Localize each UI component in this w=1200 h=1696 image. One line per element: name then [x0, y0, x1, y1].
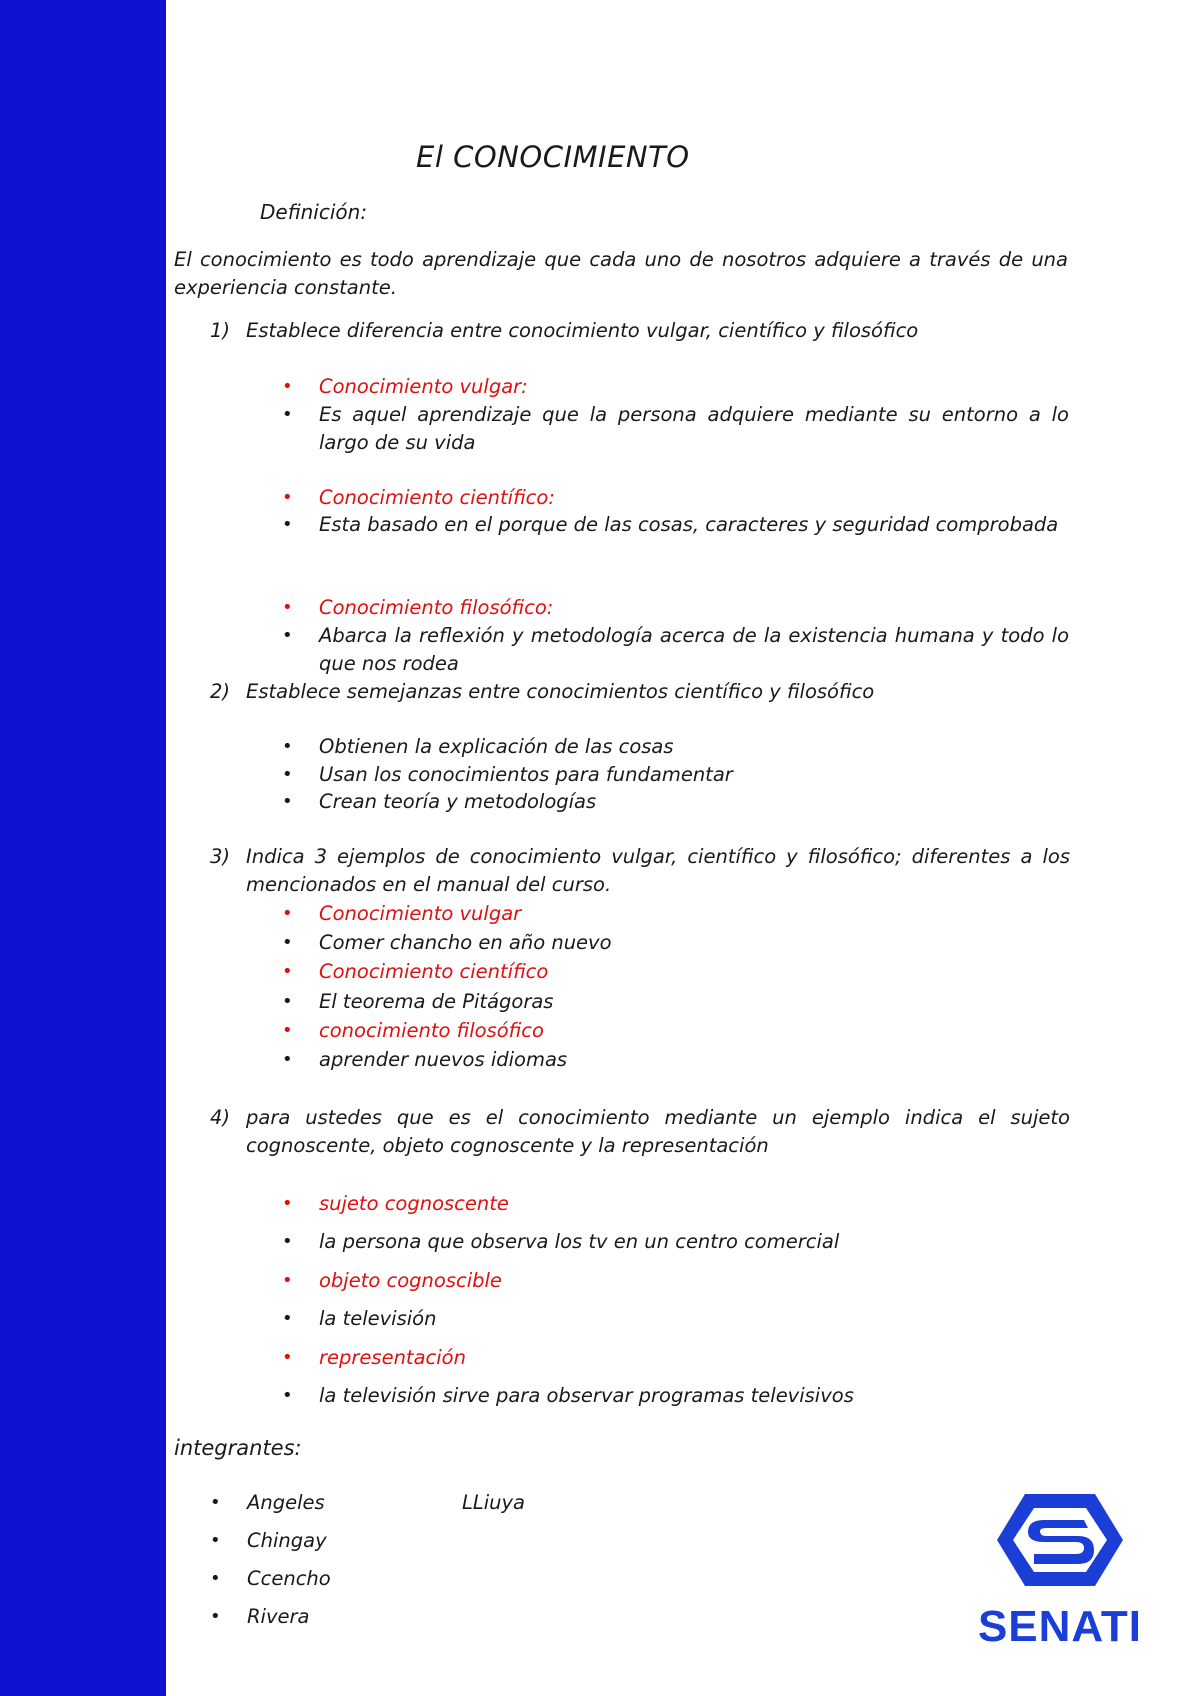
- bullet-icon: •: [210, 1530, 221, 1551]
- question-2: [210, 678, 1070, 706]
- bullet-icon: •: [282, 736, 293, 757]
- question-1: [210, 317, 1070, 345]
- question-number: 3): [210, 845, 231, 868]
- bullet-icon: •: [282, 791, 293, 812]
- page-title: El CONOCIMIENTO: [416, 140, 690, 174]
- bullet-icon: •: [282, 514, 293, 535]
- bullet-icon: •: [210, 1492, 221, 1513]
- bullet-icon: •: [282, 991, 293, 1012]
- bullet-icon: •: [210, 1568, 221, 1589]
- bullet-icon: •: [282, 597, 293, 618]
- bullet-icon: •: [282, 1049, 293, 1070]
- question-number: 1): [210, 319, 231, 342]
- senati-logo: [960, 1480, 1160, 1656]
- bullet-icon: •: [282, 961, 293, 982]
- senati-wordmark: SENATI: [977, 1602, 1143, 1651]
- bullet-icon: •: [282, 487, 293, 508]
- bullet-icon: •: [282, 1020, 293, 1041]
- question-3: [210, 843, 1070, 899]
- bullet-icon: •: [282, 376, 293, 397]
- bullet-icon: •: [282, 404, 293, 425]
- definition-heading: Definición:: [260, 200, 368, 224]
- question-text: Establece semejanzas entre conocimientos científico y filosófico: [246, 680, 875, 703]
- bullet-icon: •: [282, 903, 293, 924]
- bullet-icon: •: [282, 1347, 293, 1368]
- bullet-icon: •: [282, 625, 293, 646]
- definition-text: El conocimiento es todo aprendizaje que cada uno de nosotros adquiere a través de una experiencia constante.: [174, 248, 1068, 299]
- bullet-icon: •: [282, 1231, 293, 1252]
- senati-emblem-icon: [960, 1480, 1160, 1600]
- question-text: Indica 3 ejemplos de conocimiento vulgar, científico y filosófico; diferentes a los mencionados en el manual del curso.: [246, 845, 1070, 896]
- bullet-icon: •: [282, 932, 293, 953]
- bullet-icon: •: [210, 1606, 221, 1627]
- question-4: [210, 1104, 1070, 1160]
- bullet-icon: •: [282, 1270, 293, 1291]
- members-label: integrantes:: [174, 1436, 302, 1460]
- question-number: 4): [210, 1106, 231, 1129]
- question-text: para ustedes que es el conocimiento mediante un ejemplo indica el sujeto cognoscente, objeto cognoscente y la representación: [246, 1106, 1070, 1157]
- bullet-icon: •: [282, 1308, 293, 1329]
- member-surname: LLiuya: [462, 1491, 525, 1514]
- bullet-icon: •: [282, 764, 293, 785]
- sidebar-band: [0, 0, 166, 1696]
- question-text: Establece diferencia entre conocimiento vulgar, científico y filosófico: [246, 319, 919, 342]
- bullet-icon: •: [282, 1385, 293, 1406]
- bullet-icon: •: [282, 1193, 293, 1214]
- question-number: 2): [210, 680, 231, 703]
